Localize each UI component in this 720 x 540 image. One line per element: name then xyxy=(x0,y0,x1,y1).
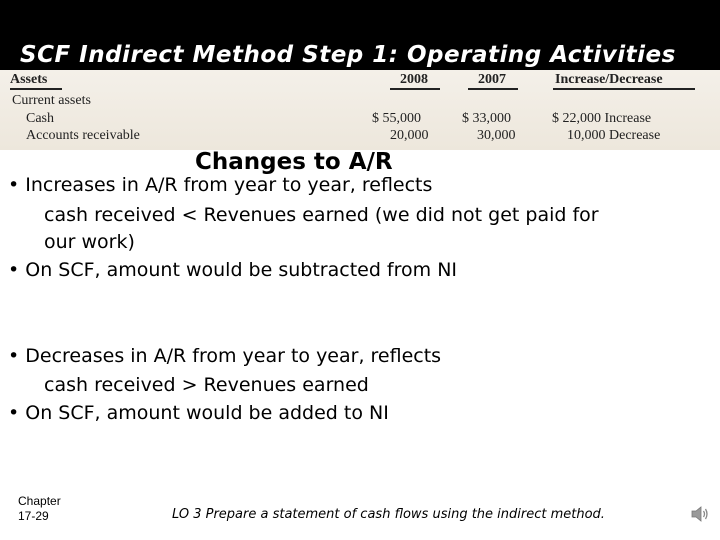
cash-2007-value: $ 33,000 xyxy=(462,111,511,126)
bullet-subtract-ni: • On SCF, amount would be subtracted from NI xyxy=(8,259,458,281)
ar-change-value: 10,000 Decrease xyxy=(567,128,661,143)
cash-change-value: $ 22,000 Increase xyxy=(552,111,652,126)
speaker-icon[interactable] xyxy=(690,504,710,524)
chapter-label xyxy=(18,494,61,524)
year-2007-header: 2007 xyxy=(478,72,506,87)
slide-title: SCF Indirect Method Step 1: Operating Activities xyxy=(20,42,676,68)
change-header: Increase/Decrease xyxy=(555,72,663,87)
year-2008-underline xyxy=(390,88,440,90)
cash-2008-value: $ 55,000 xyxy=(372,111,421,126)
balance-sheet-excerpt xyxy=(0,70,720,150)
ar-2007-value: 30,000 xyxy=(477,128,516,143)
bullet-decrease-line2: cash received > Revenues earned xyxy=(44,374,369,396)
bullet-decrease-line1: • Decreases in A/R from year to year, reflects xyxy=(8,345,442,367)
assets-header: Assets xyxy=(10,72,48,87)
cash-label: Cash xyxy=(26,111,54,126)
year-2007-underline xyxy=(468,88,518,90)
learning-objective: LO 3 Prepare a statement of cash flows using the indirect method. xyxy=(172,507,605,522)
assets-underline xyxy=(10,88,62,90)
section-heading: Changes to A/R xyxy=(195,149,393,175)
bullet-add-ni: • On SCF, amount would be added to NI xyxy=(8,402,389,424)
current-assets-label: Current assets xyxy=(12,93,91,108)
bullet-increase-line3: our work) xyxy=(44,231,135,253)
bullet-increase-line1: • Increases in A/R from year to year, reflects xyxy=(8,174,433,196)
bullet-increase-line2: cash received < Revenues earned (we did not get paid for xyxy=(44,204,599,226)
year-2008-header: 2008 xyxy=(400,72,428,87)
chapter-line1: Chapter xyxy=(18,494,61,508)
ar-label: Accounts receivable xyxy=(26,128,140,143)
change-underline xyxy=(553,88,695,90)
chapter-line2: 17-29 xyxy=(18,509,49,523)
ar-2008-value: 20,000 xyxy=(390,128,429,143)
